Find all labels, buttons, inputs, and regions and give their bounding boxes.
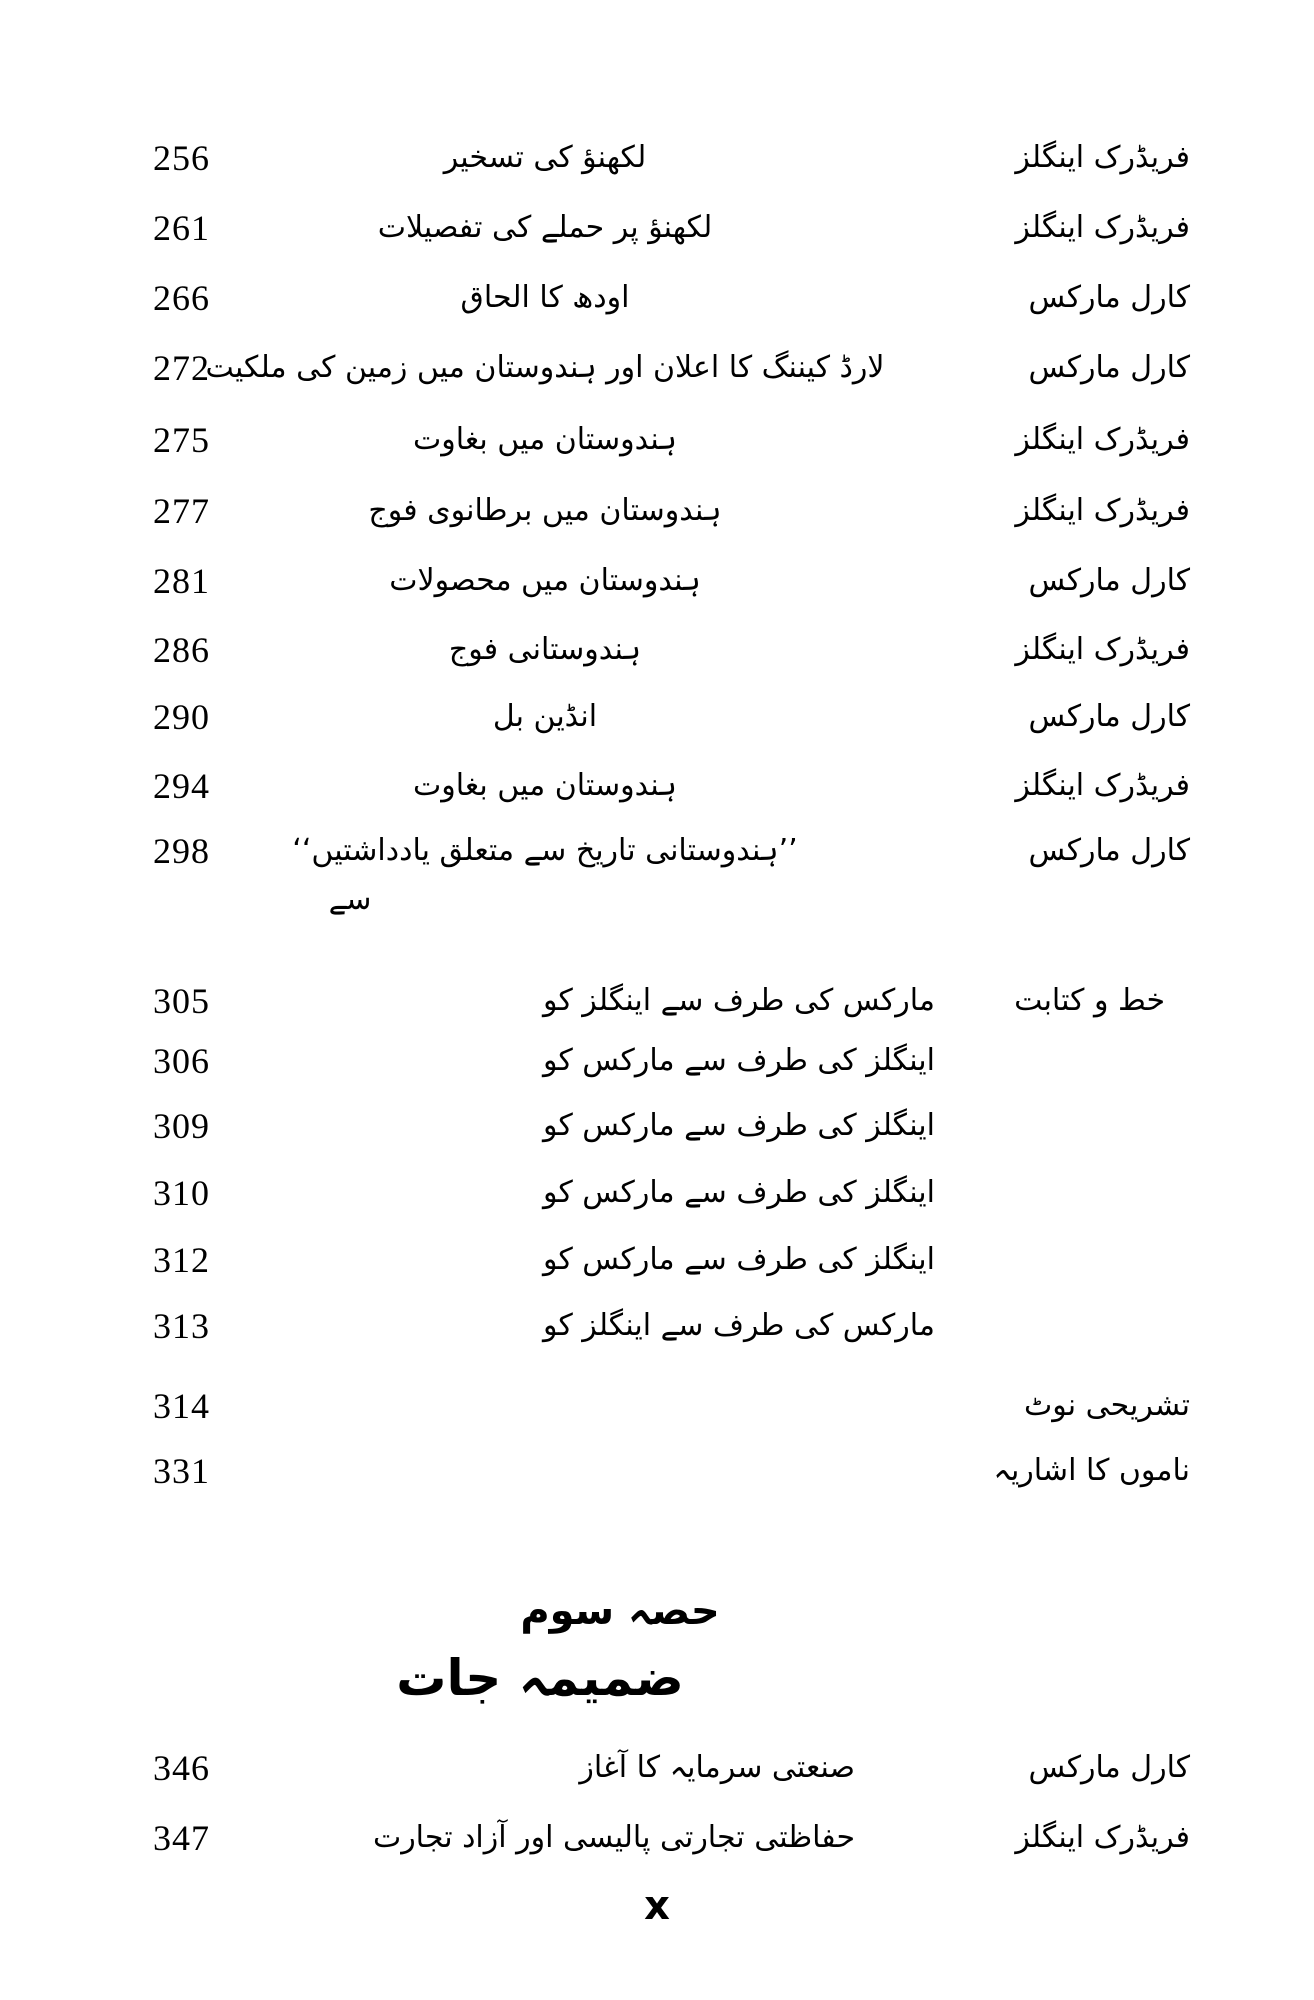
letter-entry-title: مارکس کی طرف سے اینگلز کو [542,983,935,1018]
part-three-heading: حصہ سوم [520,1588,720,1634]
entry-author: فریڈرک اینگلز [1015,632,1190,667]
page-number: 286 [153,630,210,670]
page-number: 331 [153,1451,210,1491]
entry-title: اودھ کا الحاق [460,280,630,315]
page-number: 305 [153,981,210,1021]
page-number: 272 [153,348,210,388]
entry-title: ہندوستانی فوج [448,632,642,667]
entry-title: ’’ہندوستانی تاریخ سے متعلق یادداشتیں‘‘ [292,833,798,868]
appendix-entry-author: کارل مارکس [1028,1750,1190,1785]
page-number: 294 [153,766,210,806]
page-number: 277 [153,491,210,531]
page-number: 314 [153,1386,210,1426]
letter-entry-title: مارکس کی طرف سے اینگلز کو [542,1308,935,1343]
page-number: 306 [153,1041,210,1081]
appendix-entry-title: صنعتی سرمایہ کا آغاز [579,1750,855,1785]
appendix-entry-author: فریڈرک اینگلز [1015,1820,1190,1855]
entry-title: انڈین بل [492,699,598,734]
back-matter-label-name-index: ناموں کا اشاریہ [993,1453,1190,1488]
page-number: 256 [153,138,210,178]
letter-entry-title: اینگلز کی طرف سے مارکس کو [542,1108,935,1143]
back-matter-label-notes: تشریحی نوٹ [1023,1388,1190,1423]
entry-author: کارل مارکس [1028,563,1190,598]
entry-author: کارل مارکس [1028,699,1190,734]
page-number: 347 [153,1818,210,1858]
page-number: 266 [153,278,210,318]
roman-page-number: x [644,1883,670,1929]
entry-title: لکھنؤ پر حملے کی تفصیلات [377,210,713,245]
entry-author: کارل مارکس [1028,280,1190,315]
page-number: 275 [153,420,210,460]
page-number: 290 [153,697,210,737]
appendices-heading: ضمیمہ جات [396,1649,684,1707]
entry-author: فریڈرک اینگلز [1015,493,1190,528]
entry-title: ہندوستان میں برطانوی فوج [368,493,722,528]
page-number: 346 [153,1748,210,1788]
page-number: 312 [153,1240,210,1280]
entry-title: لارڈ کیننگ کا اعلان اور ہندوستان میں زمین کی ملکیت [205,350,885,385]
page-number: 298 [153,831,210,871]
entry-author: فریڈرک اینگلز [1015,768,1190,803]
entry-title: لکھنؤ کی تسخیر [443,140,647,175]
entry-title: ہندوستان میں محصولات [389,563,701,598]
page-number: 261 [153,208,210,248]
page-number: 313 [153,1306,210,1346]
entry-author: فریڈرک اینگلز [1015,140,1190,175]
entry-author: کارل مارکس [1028,833,1190,868]
page-number: 310 [153,1173,210,1213]
entry-title-continuation: سے [328,882,372,917]
letter-entry-title: اینگلز کی طرف سے مارکس کو [542,1043,935,1078]
entry-author: فریڈرک اینگلز [1015,210,1190,245]
entry-author: فریڈرک اینگلز [1015,422,1190,457]
page-number: 281 [153,561,210,601]
entry-author: کارل مارکس [1028,350,1190,385]
appendix-entry-title: حفاظتی تجارتی پالیسی اور آزاد تجارت [372,1820,855,1855]
entry-title: ہندوستان میں بغاوت [413,422,677,457]
letter-entry-title: اینگلز کی طرف سے مارکس کو [542,1175,935,1210]
section-label-correspondence: خط و کتابت [1014,983,1165,1018]
letter-entry-title: اینگلز کی طرف سے مارکس کو [542,1242,935,1277]
page-number: 309 [153,1106,210,1146]
entry-title: ہندوستان میں بغاوت [413,768,677,803]
